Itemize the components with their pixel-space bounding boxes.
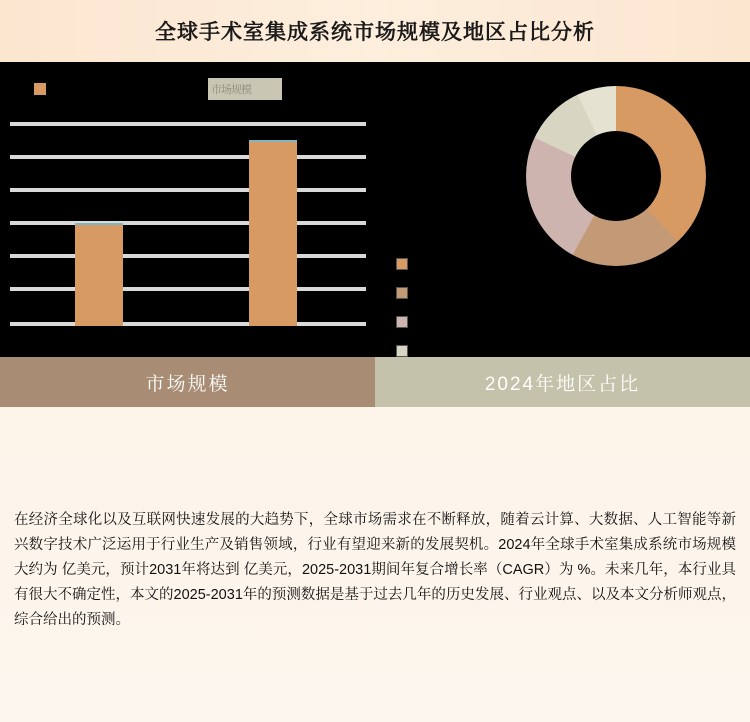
legend-swatch-icon [34,83,46,95]
bar-chart [0,62,375,357]
bar-chart-gridlines [10,122,366,322]
bar-chart-axis [10,322,366,326]
summary-paragraph: 在经济全球化以及互联网快速发展的大趋势下，全球市场需求在不断释放，随着云计算、大数据、人工智能等新兴数字技术广泛运用于行业生产及销售领域，行业有望迎来新的发展契机。2024年全球手术室集成系统市场规模大约为 亿美元，预计2031年将达到 亿美元，2025-2031期间年复合增长率（CAGR）为 %。未来几年，本行业具有很大不确定性，本文的2025-2031年的预测数据是基于过去几年的历史发展、行业观点、以及本文分析师观点，综合给出的预测。 [14,512,736,628]
legend-blob-label: 市场规模 [211,84,251,96]
page-title-bar [0,0,750,62]
section-tabs [0,357,750,407]
tab-market-size[interactable]: 市场规模 [0,357,375,407]
page-title: 全球手术室集成系统市场规模及地区占比分析 [155,21,595,44]
tab-region-share[interactable]: 2024年地区占比 [375,357,750,407]
charts-panel [0,62,750,357]
donut-hole [571,131,661,221]
bar-chart-legend [0,78,375,104]
bar-2024 [75,223,123,326]
pie-chart [375,62,750,357]
bar-2031 [249,140,297,326]
